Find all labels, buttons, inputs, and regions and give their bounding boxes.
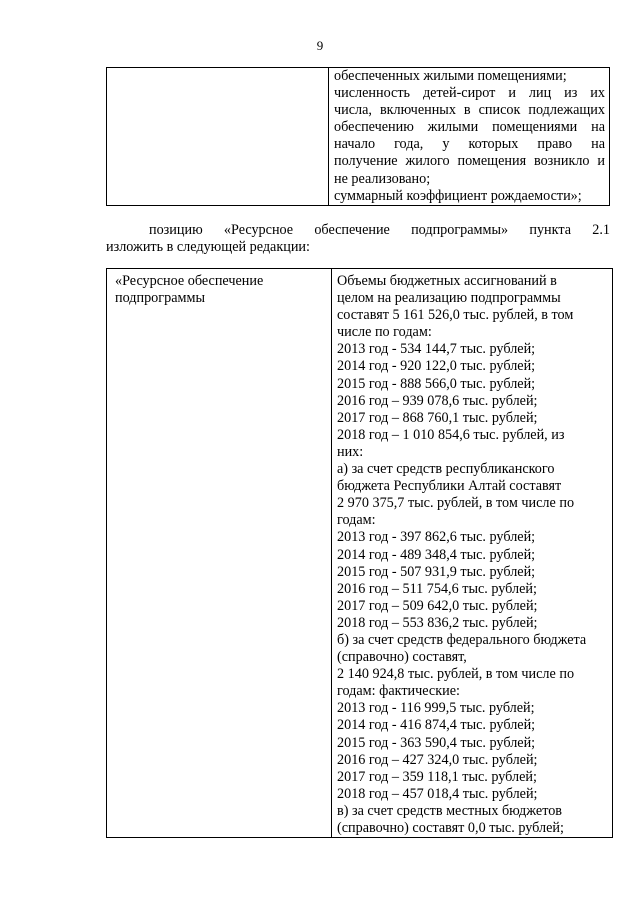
table-text-line: обеспеченных жилыми помещениями; xyxy=(334,68,567,84)
table-text-line: начало года, у которых право на xyxy=(334,136,605,153)
table-text-line: годам: фактические: xyxy=(337,683,460,700)
table-text-line: 2016 год – 939 078,6 тыс. рублей; xyxy=(337,392,538,409)
table-text-line: годам: xyxy=(337,512,376,529)
table-text-line: а) за счет средств республиканского xyxy=(337,461,555,478)
table-text-line: 2014 год - 416 874,4 тыс. рублей; xyxy=(337,717,536,734)
table-text-line: 2017 год – 509 642,0 тыс. рублей; xyxy=(337,597,538,614)
instruction-line-2: изложить в следующей редакции: xyxy=(106,239,310,256)
table-row xyxy=(107,68,610,206)
table-text-line: 2 970 375,7 тыс. рублей, в том числе по xyxy=(337,495,575,512)
table-text-line: 2014 год - 489 348,4 тыс. рублей; xyxy=(337,546,536,563)
table-text-line: 2013 год - 116 999,5 тыс. рублей; xyxy=(337,700,535,717)
table-text-line: обеспечению жилыми помещениями на xyxy=(334,119,605,136)
table-row xyxy=(107,269,613,838)
table-text-line: в) за счет средств местных бюджетов xyxy=(337,802,562,819)
top-table-continuation xyxy=(106,67,610,206)
table-text-line: 2018 год – 457 018,4 тыс. рублей; xyxy=(337,785,538,802)
instruction-paragraph xyxy=(106,222,610,256)
table-text-line: целом на реализацию подпрограммы xyxy=(337,290,561,307)
table-text-line: б) за счет средств федерального бюджета xyxy=(337,631,587,648)
instruction-line-1: позицию «Ресурсное обеспечение подпрограммы» пункта 2.1 xyxy=(149,222,610,238)
table-text-line: Объемы бюджетных ассигнований в xyxy=(337,273,557,289)
table-text-line: числа, включенных в список подлежащих xyxy=(334,102,605,119)
table-text-line: 2015 год - 888 566,0 тыс. рублей; xyxy=(337,375,536,392)
page-number: 9 xyxy=(316,38,324,53)
table-text-line: них: xyxy=(337,443,364,460)
table-text-line: 2014 год - 920 122,0 тыс. рублей; xyxy=(337,358,536,375)
table-text-line: получение жилого помещения возникло и xyxy=(334,153,605,170)
table-text-line: составят 5 161 526,0 тыс. рублей, в том xyxy=(337,307,574,324)
table-text-line: суммарный коэффициент рождаемости»; xyxy=(334,187,582,204)
table-text-line: 2018 год – 553 836,2 тыс. рублей; xyxy=(337,614,538,631)
table-text-line: 2016 год – 511 754,6 тыс. рублей; xyxy=(337,580,537,597)
table-text-line: 2017 год – 359 118,1 тыс. рублей; xyxy=(337,768,537,785)
table-text-line: не реализовано; xyxy=(334,170,431,187)
table-text-line: 2013 год - 534 144,7 тыс. рублей; xyxy=(337,341,536,358)
resource-provision-table xyxy=(106,268,613,838)
top-table-right-cell xyxy=(329,68,610,206)
position-name-line: «Ресурсное обеспечение xyxy=(115,273,264,289)
top-table-left-cell xyxy=(107,68,329,206)
position-name-line: подпрограммы xyxy=(115,290,205,307)
position-name-cell xyxy=(107,269,332,838)
table-text-line: (справочно) составят 0,0 тыс. рублей; xyxy=(337,820,564,836)
table-text-line: 2016 год – 427 324,0 тыс. рублей; xyxy=(337,751,538,768)
position-content-cell xyxy=(332,269,613,838)
table-text-line: бюджета Республики Алтай составят xyxy=(337,478,562,495)
table-text-line: 2015 год - 507 931,9 тыс. рублей; xyxy=(337,563,536,580)
table-text-line: 2015 год - 363 590,4 тыс. рублей; xyxy=(337,734,536,751)
table-text-line: 2018 год – 1 010 854,6 тыс. рублей, из xyxy=(337,426,565,443)
table-text-line: 2013 год - 397 862,6 тыс. рублей; xyxy=(337,529,536,546)
table-text-line: числе по годам: xyxy=(337,324,432,341)
table-text-line: (справочно) составят, xyxy=(337,649,467,666)
table-text-line: 2 140 924,8 тыс. рублей, в том числе по xyxy=(337,666,575,683)
table-text-line: 2017 год – 868 760,1 тыс. рублей; xyxy=(337,409,538,426)
table-text-line: численность детей-сирот и лиц из их xyxy=(334,85,605,102)
